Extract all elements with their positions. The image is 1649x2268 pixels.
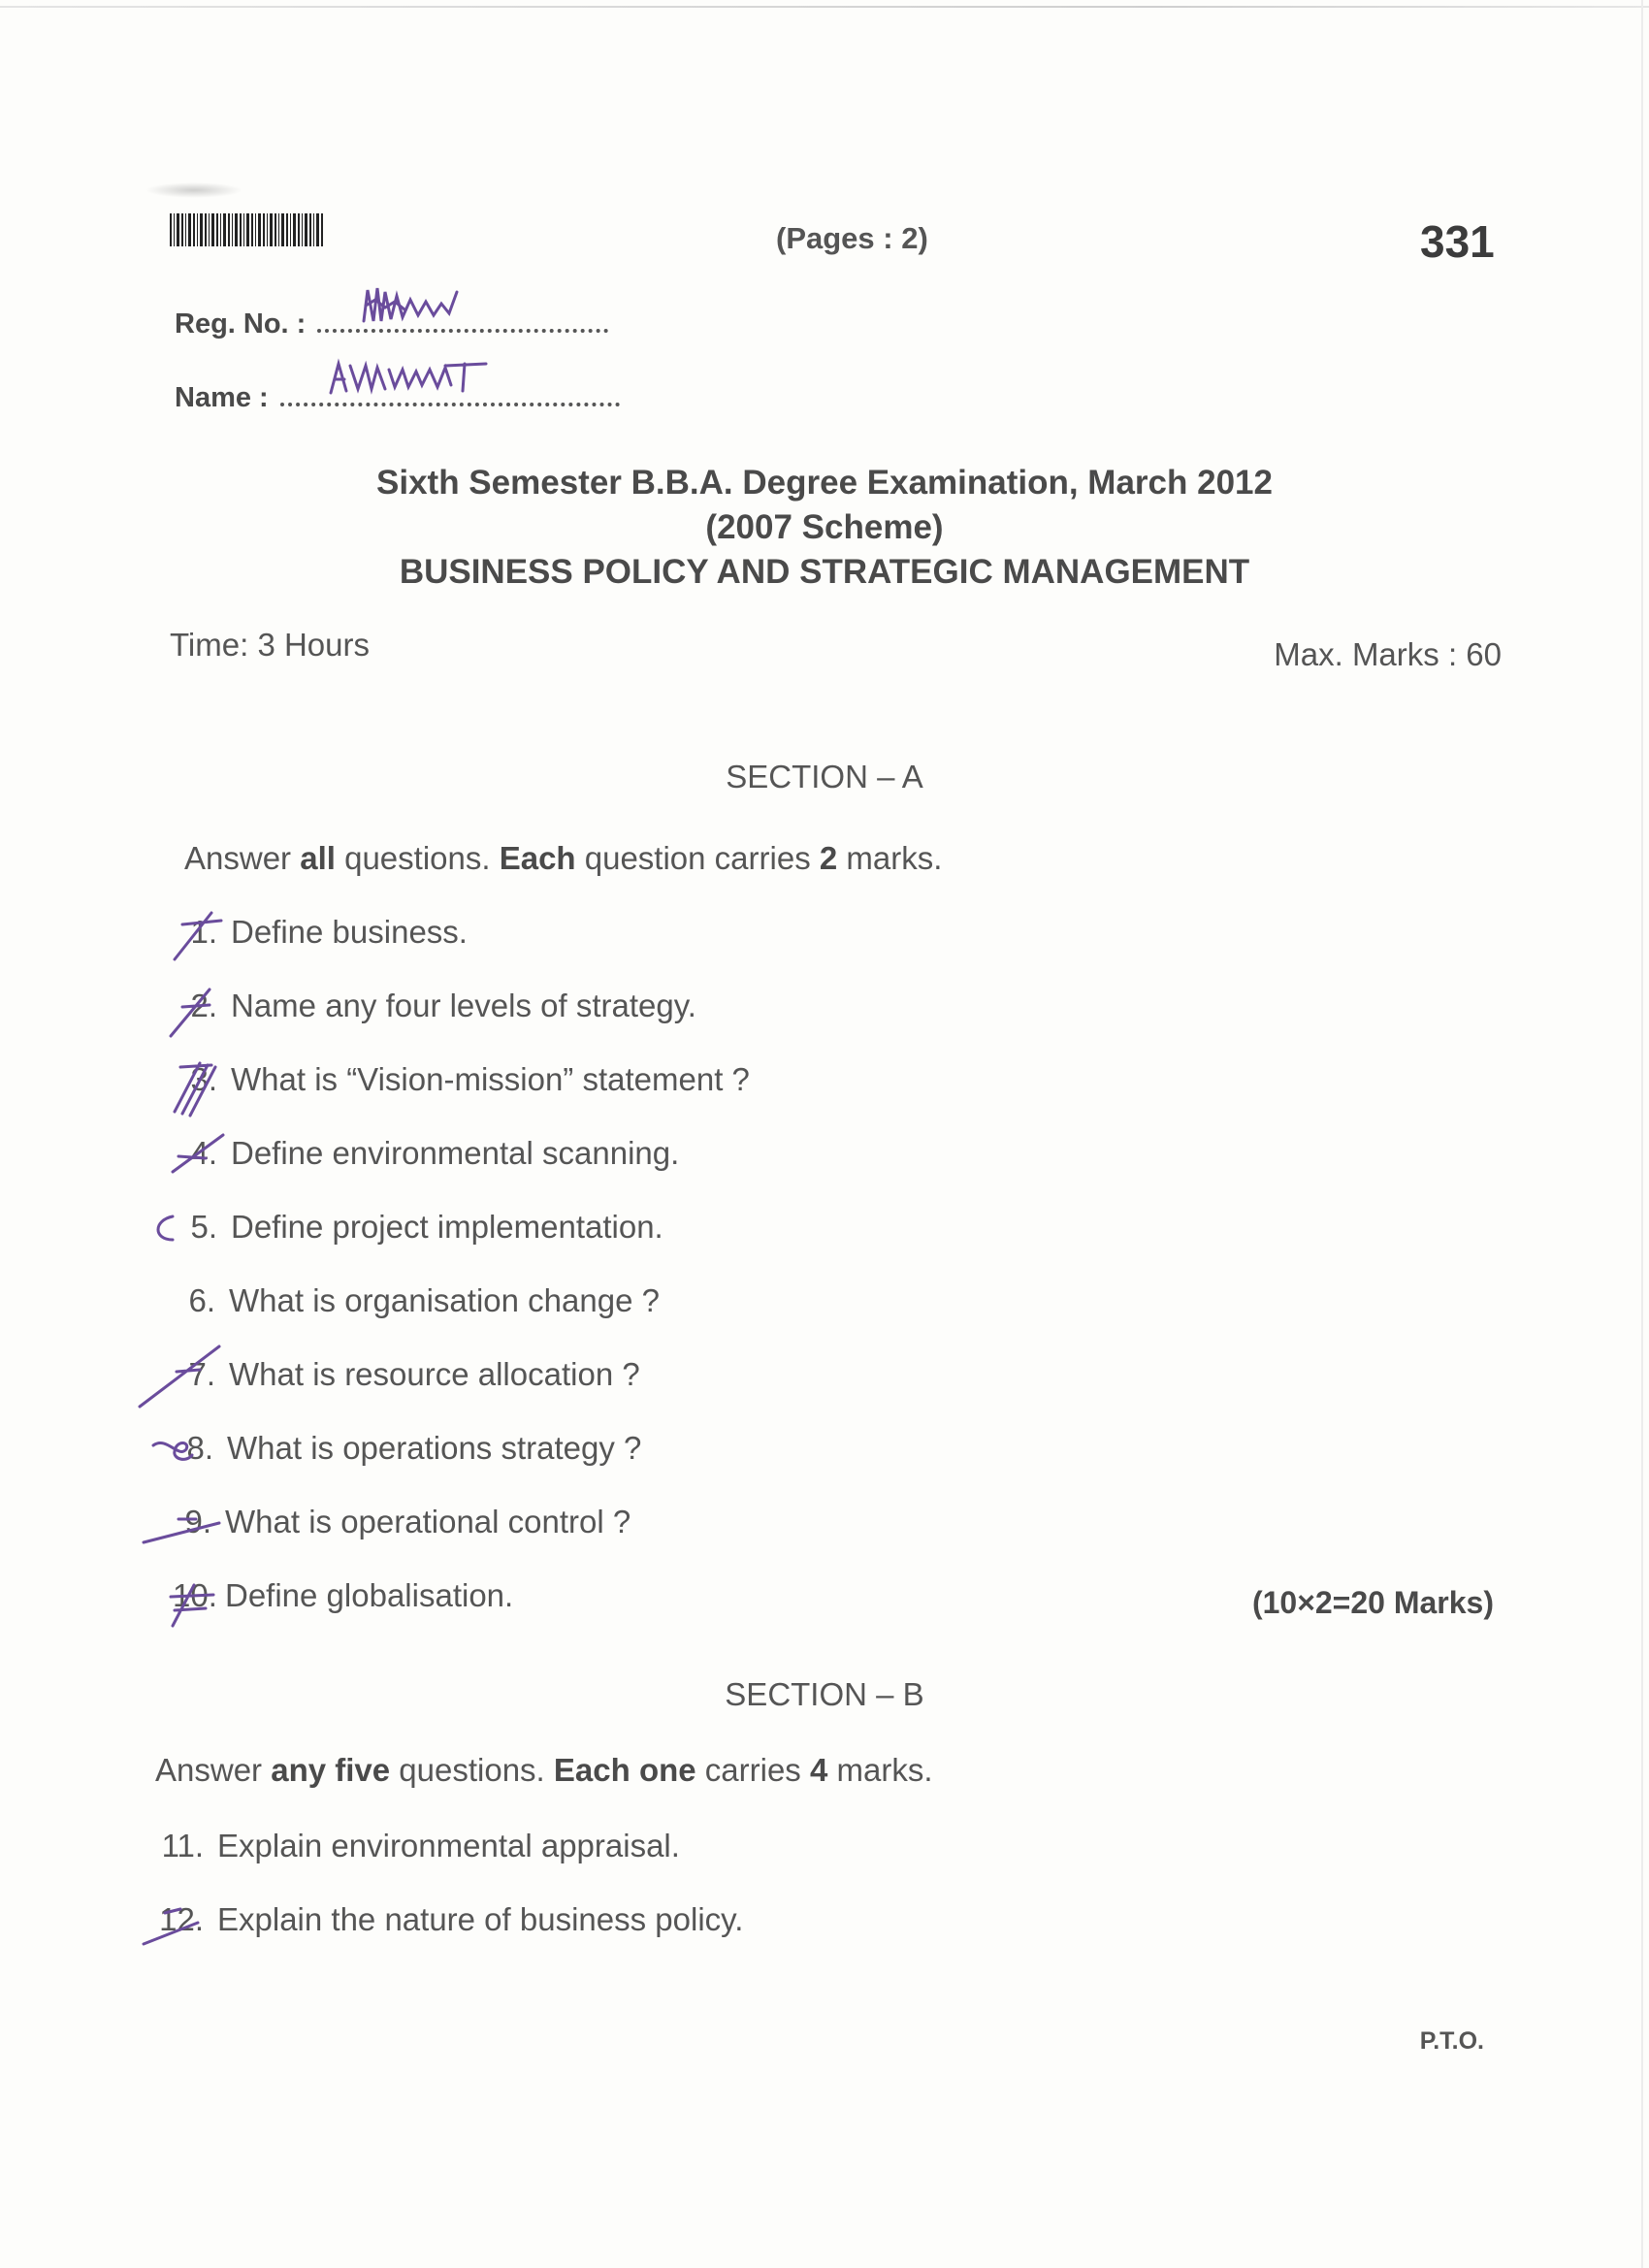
question-text: What is operations strategy ? [227,1430,642,1466]
question-number: 8. [186,1430,213,1466]
scan-edge-top [0,6,1649,8]
question-6 [177,1282,660,1319]
question-9 [173,1504,630,1540]
question-8 [175,1430,641,1467]
barcode-smudge [146,182,242,198]
question-text: Define project implementation. [231,1209,663,1245]
instruction-emphasis: any five [271,1752,391,1788]
question-12 [157,1901,743,1938]
tick-mark-icon [167,1129,244,1183]
question-number: 4. [190,1135,217,1171]
question-number: 11. [161,1828,204,1863]
name-scribble-icon [280,356,503,399]
barcode-icon [170,213,323,246]
tick-mark-icon [165,982,242,1040]
question-text: What is organisation change ? [229,1282,660,1318]
section-b-heading: SECTION – B [725,1676,924,1712]
exam-scheme: (2007 Scheme) [705,508,944,546]
tick-mark-icon [165,907,242,965]
question-number: 3. [190,1061,217,1097]
paper-code: 331 [1420,216,1495,267]
tick-mark-icon [138,1500,225,1548]
question-10 [173,1577,513,1614]
reg-no-scribble-icon [317,282,463,325]
question-number: 7. [188,1356,215,1392]
question-11 [157,1828,680,1864]
question-2 [178,988,696,1024]
question-number: 6. [188,1282,215,1318]
reg-no-field [175,308,608,340]
tick-mark-icon [147,1430,206,1469]
question-number: 9. [184,1504,211,1539]
exam-title: Sixth Semester B.B.A. Degree Examination, March 2012 [376,464,1273,502]
question-number: 1. [190,914,217,950]
instruction-text: question carries [575,840,820,876]
section-a-marks-note: (10×2=20 Marks) [1251,1585,1494,1620]
question-text: Explain environmental appraisal. [217,1828,680,1863]
tick-mark-icon [161,1057,248,1119]
instruction-text: carries [695,1752,810,1788]
question-text: Define business. [231,914,468,950]
instruction-text: Answer [184,840,301,876]
instruction-emphasis: all [300,840,336,876]
tick-mark-icon [136,1343,233,1410]
question-text: Name any four levels of strategy. [231,988,696,1023]
instruction-text: Answer [155,1752,272,1788]
instruction-text: questions. [335,840,500,876]
question-number: 10. [173,1577,217,1613]
page-turn-over: P.T.O. [1419,2027,1484,2055]
instruction-text: marks. [837,840,943,876]
instruction-text: marks. [827,1752,933,1788]
question-3 [178,1061,750,1098]
question-text: Define environmental scanning. [231,1135,680,1171]
question-number: 5. [190,1209,217,1245]
reg-no-dotted-line [317,325,608,333]
instruction-emphasis: 4 [809,1752,828,1788]
question-5 [178,1209,663,1246]
section-b-instruction [155,1752,933,1789]
question-text: What is operational control ? [225,1504,631,1539]
tick-mark-icon [138,1899,215,1948]
question-4 [178,1135,679,1172]
instruction-emphasis: Each [499,840,576,876]
page-count: (Pages : 2) [776,221,928,255]
name-dotted-line [280,399,620,406]
question-7 [177,1356,640,1393]
instruction-emphasis: 2 [819,840,838,876]
question-text: Define globalisation. [225,1577,514,1613]
exam-time: Time: 3 Hours [170,627,370,663]
section-a-instruction [184,840,942,877]
exam-subject: BUSINESS POLICY AND STRATEGIC MANAGEMENT [399,553,1250,591]
section-a-heading: SECTION – A [726,759,923,794]
exam-max-marks: Max. Marks : 60 [1274,636,1502,672]
instruction-text: questions. [390,1752,554,1788]
instruction-emphasis: Each one [553,1752,696,1788]
tick-mark-icon [146,1211,184,1246]
question-text: What is “Vision-mission” statement ? [231,1061,750,1097]
question-text: What is resource allocation ? [229,1356,640,1392]
name-field [175,382,620,414]
tick-mark-icon [155,1577,223,1630]
name-label: Name : [175,382,269,413]
reg-no-label: Reg. No. : [175,308,307,340]
question-text: Explain the nature of business policy. [217,1901,744,1937]
question-number: 12. [159,1901,204,1937]
scan-edge-right [1641,0,1643,2268]
question-number: 2. [190,988,217,1023]
